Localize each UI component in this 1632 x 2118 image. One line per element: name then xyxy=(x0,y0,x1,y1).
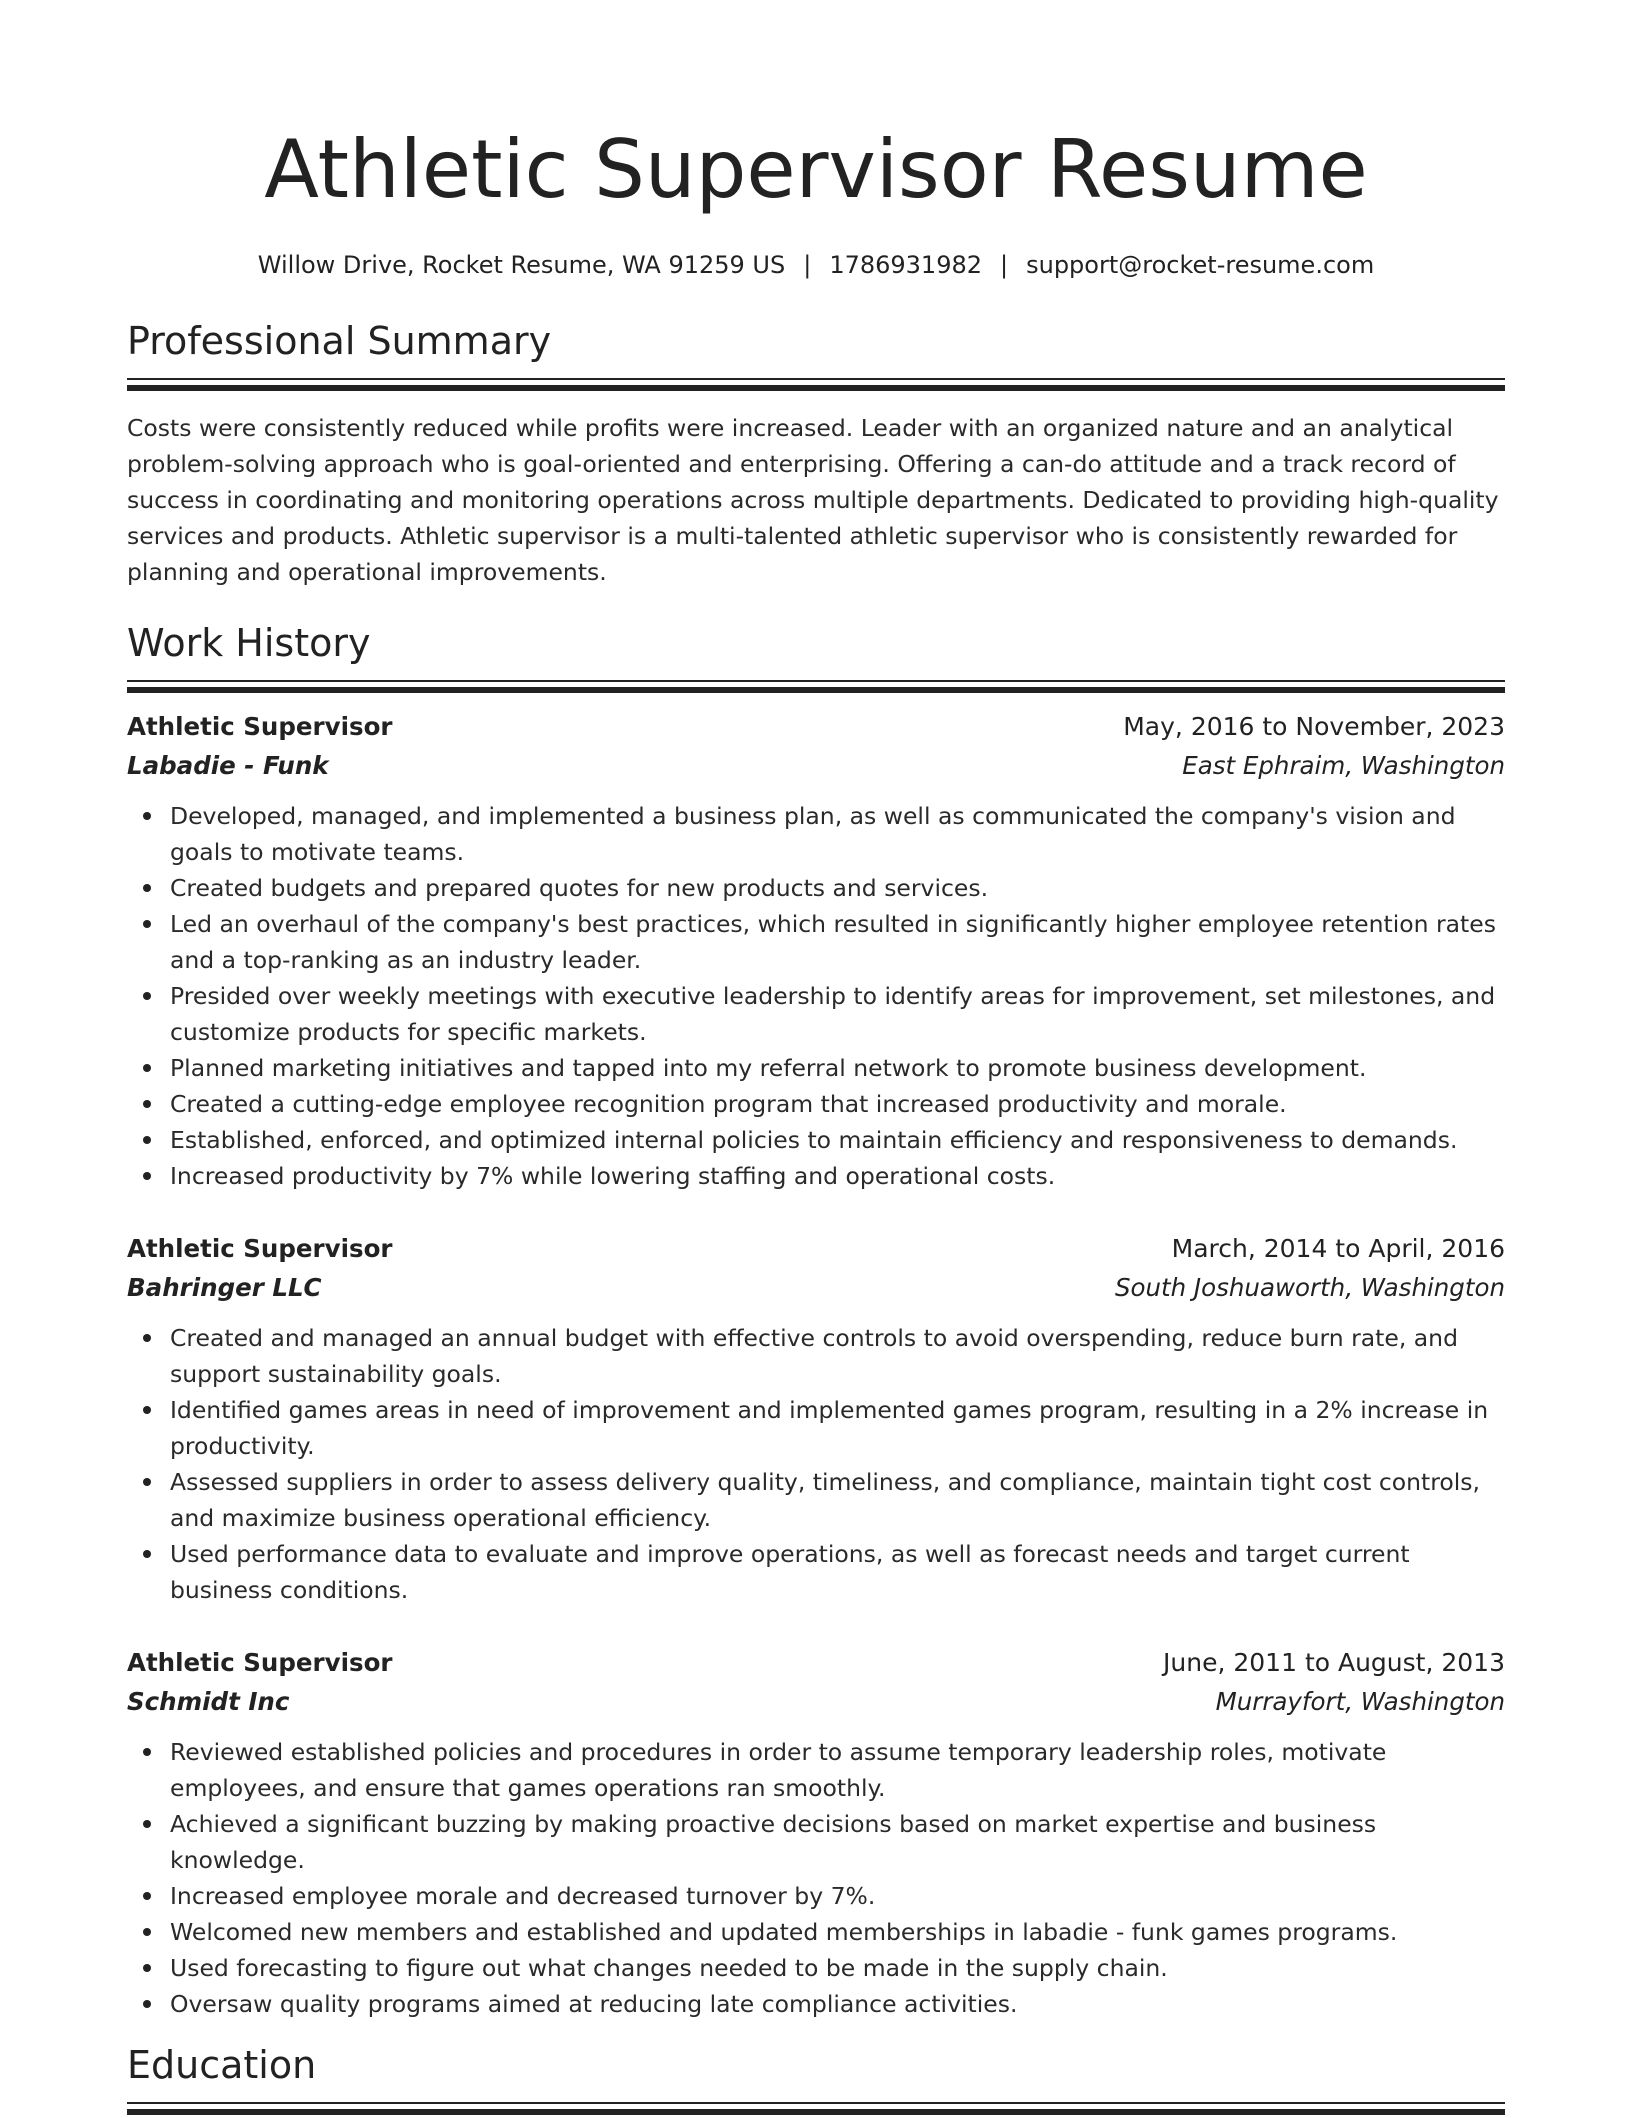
section-divider xyxy=(127,2102,1505,2118)
job-bullet-list xyxy=(127,1320,1505,1608)
list-item: Increased productivity by 7% while lowering staffing and operational costs. xyxy=(170,1158,1505,1194)
list-item: Used forecasting to figure out what changes needed to be made in the supply chain. xyxy=(170,1950,1505,1986)
job-entry xyxy=(127,1644,1505,2022)
job-dates: May, 2016 to November, 2023 xyxy=(1123,712,1505,741)
job-bullet-list xyxy=(127,1734,1505,2022)
professional-summary-section xyxy=(127,316,1505,590)
job-title: Athletic Supervisor xyxy=(127,1648,393,1677)
list-item: Assessed suppliers in order to assess delivery quality, timeliness, and compliance, maintain tight cost controls, and maximize business operational efficiency. xyxy=(170,1464,1505,1536)
job-company-row xyxy=(127,746,1505,786)
job-header-row xyxy=(127,708,1505,746)
job-location: South Joshuaworth, Washington xyxy=(1114,1273,1505,1302)
list-item: Created a cutting-edge employee recognition program that increased productivity and morale. xyxy=(170,1086,1505,1122)
contact-separator: | xyxy=(1000,251,1009,279)
list-item: Achieved a significant buzzing by making proactive decisions based on market expertise and business knowledge. xyxy=(170,1806,1505,1878)
contact-address: Willow Drive, Rocket Resume, WA 91259 US xyxy=(257,251,786,279)
education-section xyxy=(127,2040,1505,2118)
list-item: Created and managed an annual budget with effective controls to avoid overspending, reduce burn rate, and support sustainability goals. xyxy=(170,1320,1505,1392)
list-item: Used performance data to evaluate and improve operations, as well as forecast needs and target current business conditions. xyxy=(170,1536,1505,1608)
job-location: East Ephraim, Washington xyxy=(1182,751,1505,780)
contact-line xyxy=(127,248,1505,282)
section-divider xyxy=(127,680,1505,696)
job-entry xyxy=(127,1230,1505,1608)
list-item: Established, enforced, and optimized internal policies to maintain efficiency and responsiveness to demands. xyxy=(170,1122,1505,1158)
contact-separator: | xyxy=(803,251,812,279)
job-company: Bahringer LLC xyxy=(127,1273,322,1302)
resume-title: Athletic Supervisor Resume xyxy=(264,123,1368,216)
list-item: Welcomed new members and established and updated memberships in labadie - funk games programs. xyxy=(170,1914,1505,1950)
summary-text: Costs were consistently reduced while profits were increased. Leader with an organized nature and an analytical problem-solving approach who is goal-oriented and enterprising. Offering a can-do attitude and a track record of success in coordinating and monitoring operations across multiple departments. Dedicated to providing high-quality services and products. Athletic supervisor is a multi-talented athletic supervisor who is consistently rewarded for planning and operational improvements. xyxy=(127,414,1499,586)
job-company-row xyxy=(127,1268,1505,1308)
job-company: Schmidt Inc xyxy=(127,1687,290,1716)
job-title: Athletic Supervisor xyxy=(127,1234,393,1263)
list-item: Increased employee morale and decreased turnover by 7%. xyxy=(170,1878,1505,1914)
job-bullet-list xyxy=(127,798,1505,1194)
section-divider xyxy=(127,378,1505,394)
list-item: Created budgets and prepared quotes for new products and services. xyxy=(170,870,1505,906)
section-heading-work-history: Work History xyxy=(127,621,371,665)
job-company-row xyxy=(127,1682,1505,1722)
job-dates: June, 2011 to August, 2013 xyxy=(1163,1648,1505,1677)
list-item: Presided over weekly meetings with executive leadership to identify areas for improvement, set milestones, and customize products for specific markets. xyxy=(170,978,1505,1050)
list-item: Developed, managed, and implemented a business plan, as well as communicated the company's vision and goals to motivate teams. xyxy=(170,798,1505,870)
job-header-row xyxy=(127,1644,1505,1682)
job-company: Labadie - Funk xyxy=(127,751,329,780)
list-item: Oversaw quality programs aimed at reducing late compliance activities. xyxy=(170,1986,1505,2022)
work-history-section xyxy=(127,618,1505,2022)
section-heading-summary: Professional Summary xyxy=(127,319,552,363)
contact-email: support@rocket-resume.com xyxy=(1026,251,1375,279)
list-item: Led an overhaul of the company's best practices, which resulted in significantly higher employee retention rates and a top-ranking as an industry leader. xyxy=(170,906,1505,978)
job-location: Murrayfort, Washington xyxy=(1215,1687,1505,1716)
list-item: Reviewed established policies and procedures in order to assume temporary leadership roles, motivate employees, and ensure that games operations ran smoothly. xyxy=(170,1734,1505,1806)
job-title: Athletic Supervisor xyxy=(127,712,393,741)
list-item: Identified games areas in need of improvement and implemented games program, resulting in a 2% increase in productivity. xyxy=(170,1392,1505,1464)
job-header-row xyxy=(127,1230,1505,1268)
job-dates: March, 2014 to April, 2016 xyxy=(1171,1234,1505,1263)
list-item: Planned marketing initiatives and tapped into my referral network to promote business development. xyxy=(170,1050,1505,1086)
contact-phone: 1786931982 xyxy=(829,251,983,279)
section-heading-education: Education xyxy=(127,2043,317,2087)
job-entry xyxy=(127,708,1505,1194)
